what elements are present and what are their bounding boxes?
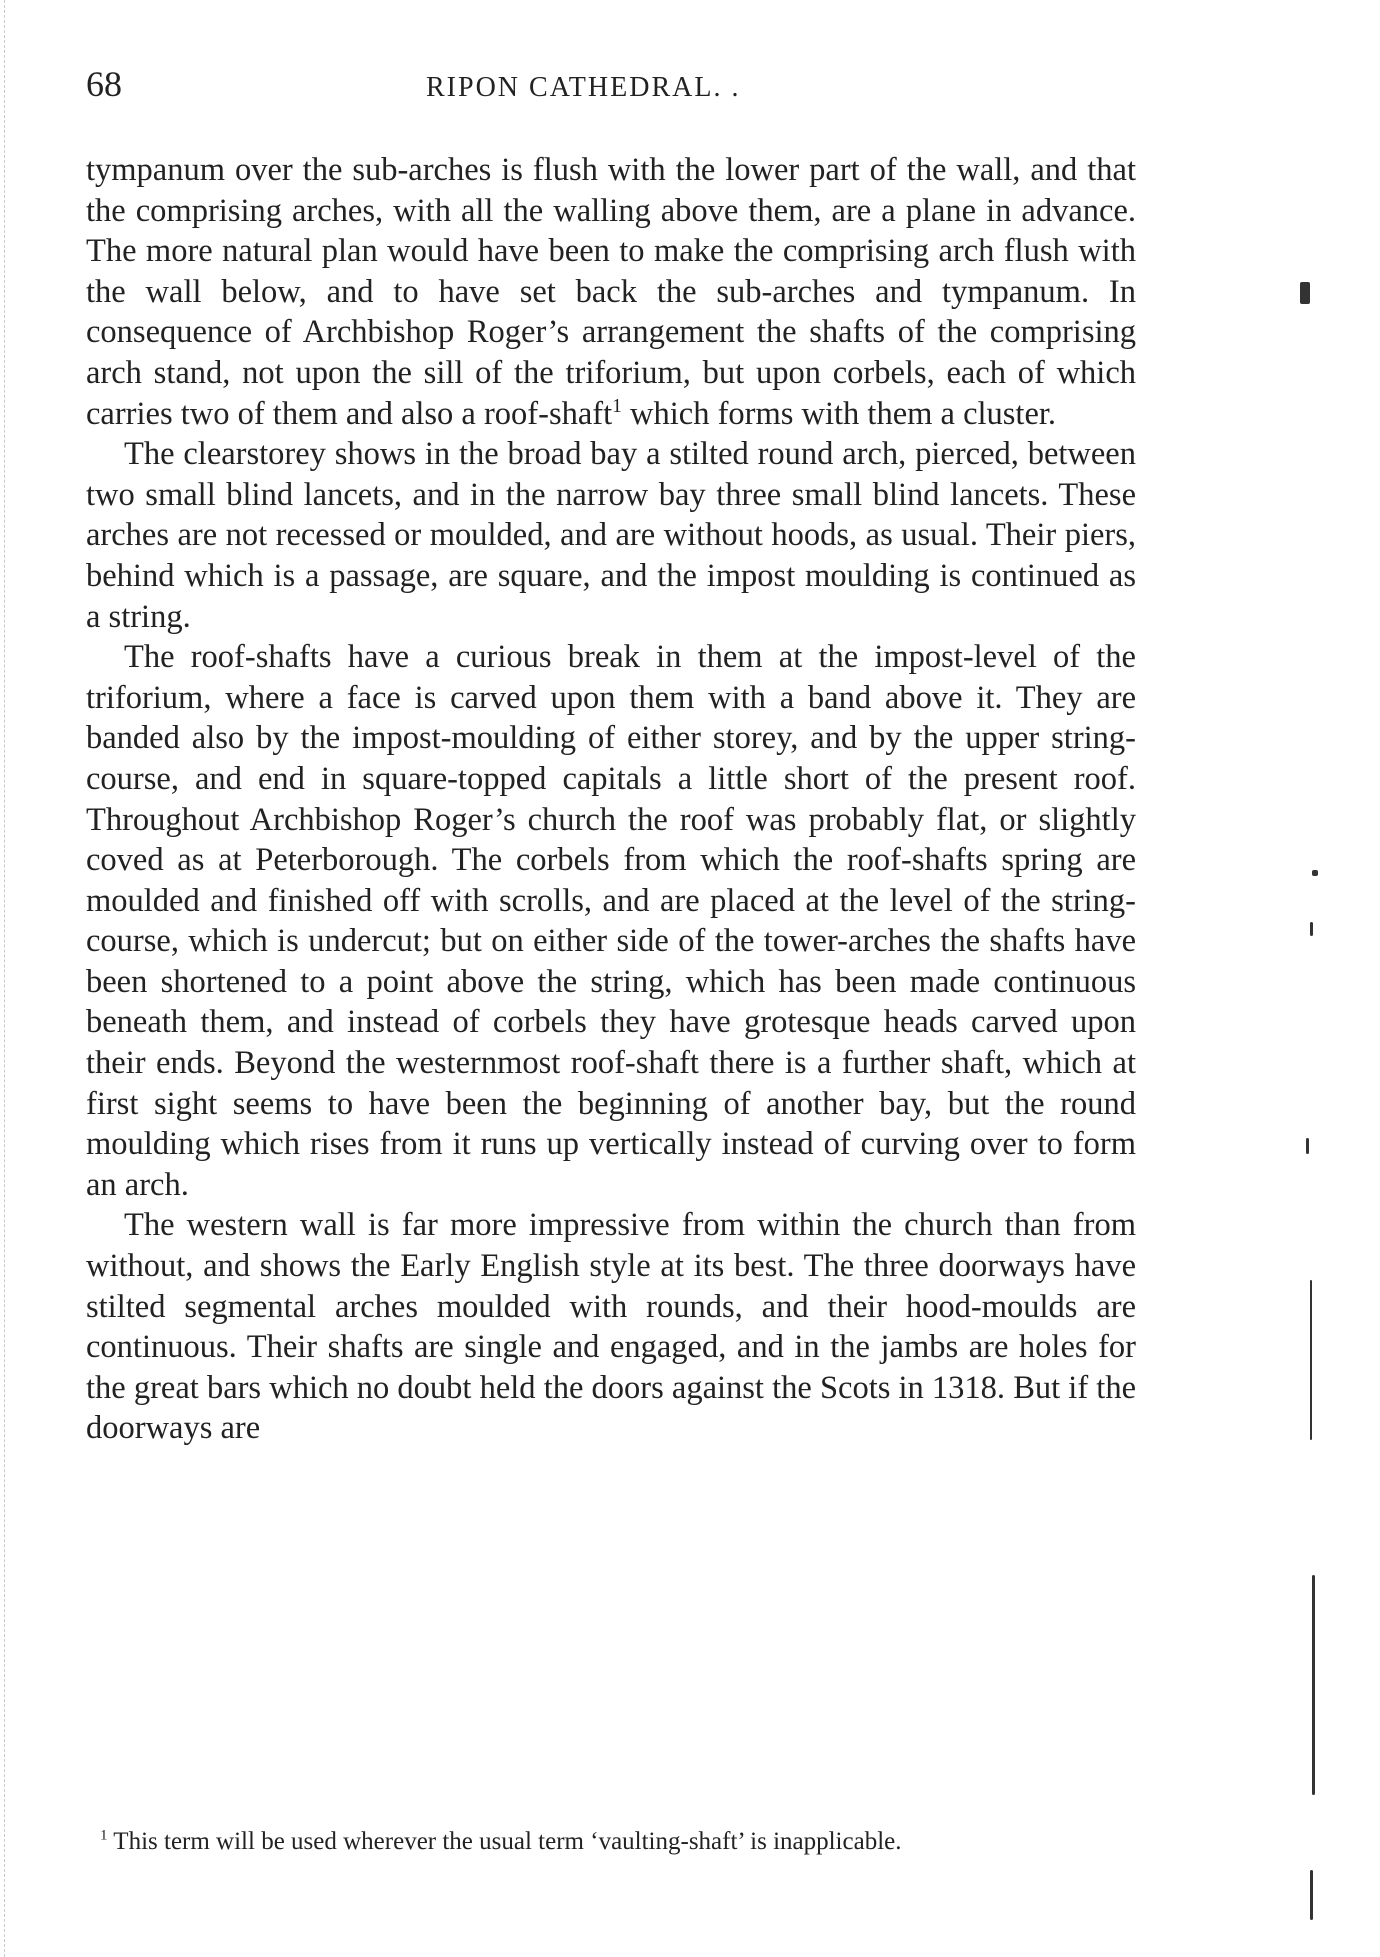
scan-mark [1300, 282, 1310, 304]
body-text [86, 150, 1136, 1449]
scan-mark [1306, 1138, 1309, 1154]
scan-mark [1312, 870, 1318, 876]
paragraph-1-text: tympanum over the sub-arches is flush with the lower part of the wall, and that the comprising arches, with all the walling above them, are a plane in advance. The more natural plan would have been to make the comprising arch flush with the wall below, and to have set back the sub-arches and tympanum. In consequence of Archbishop Roger’s arrangement the shafts of the comprising arch stand, not upon the sill of the triforium, but upon corbels, each of which carries two of them and also a roof-shaft [86, 152, 1136, 432]
paragraph-3: The roof-shafts have a curious break in them at the impost-level of the triforium, where a face is carved upon them with a band above it. They are banded also by the impost-moulding of either storey, and by the upper string-course, and end in square-topped capitals a little short of the present roof. Throughout Archbishop Roger’s church the roof was probably flat, or slightly coved as at Peterborough. The corbels from which the roof-shafts spring are moulded and finished off with scrolls, and are placed at the level of the string-course, which is undercut; but on either side of the tower-arches the shafts have been shortened to a point above the string, which has been made continuous beneath them, and instead of corbels they have grotesque heads carved upon their ends. Beyond the westernmost roof-shaft there is a further shaft, which at first sight seems to have been the beginning of another bay, but the round moulding which rises from it runs up vertically instead of curving over to form an arch. [86, 639, 1136, 1203]
paragraph-1 [86, 150, 1136, 434]
page-number: 68 [86, 64, 122, 104]
paragraph-1-end: which forms with them a cluster. [621, 395, 1057, 432]
scan-mark [1310, 1870, 1313, 1920]
scan-mark [1310, 922, 1313, 936]
scan-mark [1310, 1280, 1312, 1440]
footnote-marker: 1 [100, 1827, 108, 1844]
page-header [86, 62, 1136, 112]
footnote-reference: 1 [612, 395, 622, 417]
page-left-edge [4, 0, 5, 1957]
footnote-text: This term will be used wherever the usual term ‘vaulting-shaft’ is inapplicable. [107, 1828, 902, 1855]
margin-scan-marks [1230, 0, 1350, 1957]
footnote [86, 1826, 1136, 1858]
paragraph-4: The western wall is far more impressive from within the church than from without, and shows the Early English style at its best. The three doorways have stilted segmental arches moulded with rounds, and their hood-moulds are continuous. Their shafts are single and engaged, and in the jambs are holes for the great bars which no doubt held the doors against the Scots in 1318. But if the doorways are [86, 1207, 1136, 1447]
scan-mark [1312, 1575, 1315, 1795]
paragraph-2: The clearstorey shows in the broad bay a stilted round arch, pierced, between two small blind lancets, and in the narrow bay three small blind lancets. These arches are not recessed or moulded, and are without hoods, as usual. Their piers, behind which is a passage, are square, and the impost moulding is continued as a string. [86, 436, 1136, 635]
running-title: RIPON CATHEDRAL. . [426, 72, 741, 103]
